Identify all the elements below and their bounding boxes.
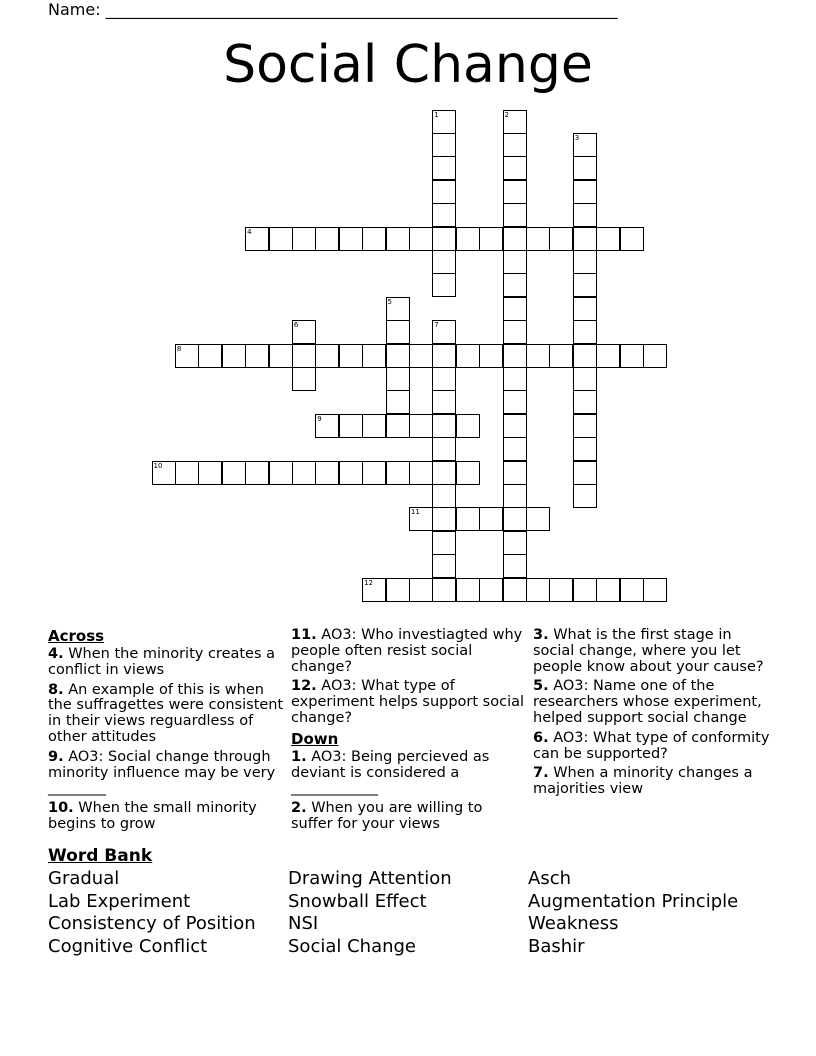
crossword-cell[interactable] bbox=[549, 344, 573, 368]
crossword-cell[interactable] bbox=[245, 227, 269, 251]
page-title: Social Change bbox=[223, 35, 593, 95]
crossword-cell[interactable] bbox=[386, 227, 410, 251]
word-bank-item: Snowball Effect bbox=[288, 890, 427, 912]
crossword-cell[interactable] bbox=[315, 227, 339, 251]
clue-number-label: 5. bbox=[533, 678, 549, 695]
word-bank-item: Gradual bbox=[48, 868, 120, 889]
crossword-cell[interactable] bbox=[503, 273, 527, 297]
crossword-cell[interactable] bbox=[432, 507, 456, 531]
crossword-cell[interactable] bbox=[573, 180, 597, 204]
crossword-cell[interactable] bbox=[503, 578, 527, 602]
clue-text: AO3: What type of experiment helps support social change? bbox=[291, 678, 525, 726]
clue-item bbox=[533, 766, 773, 798]
crossword-cell[interactable] bbox=[503, 554, 527, 578]
clue-number-label: 1. bbox=[291, 748, 307, 765]
clue-number-label: 7. bbox=[533, 765, 549, 782]
crossword-cell[interactable] bbox=[432, 320, 456, 344]
clue-number-label: 12. bbox=[291, 678, 317, 695]
clue-number: 3 bbox=[574, 133, 580, 142]
crossword-cell[interactable] bbox=[503, 507, 527, 531]
crossword-cell[interactable] bbox=[573, 156, 597, 180]
clue-text: When the small minority begins to grow bbox=[48, 800, 257, 832]
crossword-cell[interactable] bbox=[573, 227, 597, 251]
crossword-cell[interactable] bbox=[432, 437, 456, 461]
word-bank-item: Bashir bbox=[528, 936, 585, 958]
crossword-cell[interactable] bbox=[245, 461, 269, 485]
crossword-cell[interactable] bbox=[573, 250, 597, 274]
crossword-cell[interactable] bbox=[362, 414, 386, 438]
crossword-cell[interactable] bbox=[362, 344, 386, 368]
crossword-cell[interactable] bbox=[479, 227, 503, 251]
clue-column-1 bbox=[48, 628, 284, 837]
clue-text: When the minority creates a conflict in views bbox=[48, 646, 276, 678]
crossword-cell[interactable] bbox=[432, 203, 456, 227]
crossword-cell[interactable] bbox=[152, 461, 176, 485]
crossword-cell[interactable] bbox=[386, 297, 410, 321]
crossword-cell[interactable] bbox=[432, 344, 456, 368]
crossword-cell[interactable] bbox=[503, 180, 527, 204]
crossword-cell[interactable] bbox=[432, 461, 456, 485]
clue-number-label: 6. bbox=[533, 729, 549, 746]
crossword-cell[interactable] bbox=[175, 344, 199, 368]
crossword-cell[interactable] bbox=[456, 227, 480, 251]
crossword-cell[interactable] bbox=[526, 344, 550, 368]
crossword-cell[interactable] bbox=[175, 461, 199, 485]
clue-item bbox=[48, 801, 284, 833]
crossword-cell[interactable] bbox=[573, 484, 597, 508]
crossword-cell[interactable] bbox=[432, 250, 456, 274]
crossword-cell[interactable] bbox=[573, 437, 597, 461]
crossword-cell[interactable] bbox=[503, 461, 527, 485]
name-field-label: Name: ________________________________________________________________ bbox=[48, 0, 618, 19]
clue-number: 5 bbox=[387, 297, 392, 306]
crossword-cell[interactable] bbox=[386, 390, 410, 414]
crossword-cell[interactable] bbox=[503, 156, 527, 180]
clue-item bbox=[533, 628, 773, 675]
crossword-cell[interactable] bbox=[315, 344, 339, 368]
clue-text: AO3: What type of conformity can be supported? bbox=[533, 729, 770, 762]
clue-number-label: 3. bbox=[533, 627, 549, 643]
crossword-cell[interactable] bbox=[198, 461, 222, 485]
crossword-cell[interactable] bbox=[386, 344, 410, 368]
crossword-cell[interactable] bbox=[573, 203, 597, 227]
crossword-cell[interactable] bbox=[339, 227, 363, 251]
crossword-cell[interactable] bbox=[456, 507, 480, 531]
crossword-cell[interactable] bbox=[573, 461, 597, 485]
crossword-cell[interactable] bbox=[432, 390, 456, 414]
crossword-cell[interactable] bbox=[643, 344, 667, 368]
word-bank-column-2 bbox=[288, 868, 452, 959]
word-bank-item: Weakness bbox=[528, 913, 619, 935]
crossword-cell[interactable] bbox=[432, 531, 456, 555]
crossword-cell[interactable] bbox=[479, 344, 503, 368]
crossword-cell[interactable] bbox=[456, 344, 480, 368]
crossword-cell[interactable] bbox=[479, 507, 503, 531]
clue-text: AO3: Name one of the researchers whose experiment, helped support social change bbox=[533, 678, 762, 726]
clue-number-label: 8. bbox=[48, 681, 64, 698]
clue-text: What is the first stage in social change, where you let people know about your cause? bbox=[533, 627, 764, 675]
crossword-cell[interactable] bbox=[409, 414, 433, 438]
clue-section-heading: Across bbox=[48, 627, 105, 645]
crossword-cell[interactable] bbox=[503, 390, 527, 414]
crossword-cell[interactable] bbox=[573, 273, 597, 297]
clue-number: 4 bbox=[247, 227, 252, 236]
crossword-cell[interactable] bbox=[503, 297, 527, 321]
crossword-cell[interactable] bbox=[573, 344, 597, 368]
crossword-cell[interactable] bbox=[596, 227, 620, 251]
crossword-cell[interactable] bbox=[432, 156, 456, 180]
crossword-cell[interactable] bbox=[503, 437, 527, 461]
clue-number: 8 bbox=[176, 344, 182, 353]
word-bank-item: Lab Experiment bbox=[48, 890, 191, 912]
crossword-cell[interactable] bbox=[362, 227, 386, 251]
crossword-cell[interactable] bbox=[526, 227, 550, 251]
crossword-cell[interactable] bbox=[503, 484, 527, 508]
crossword-cell[interactable] bbox=[503, 203, 527, 227]
crossword-cell[interactable] bbox=[386, 578, 410, 602]
crossword-cell[interactable] bbox=[386, 414, 410, 438]
crossword-cell[interactable] bbox=[456, 578, 480, 602]
crossword-cell[interactable] bbox=[409, 507, 433, 531]
word-bank-item: NSI bbox=[288, 913, 319, 935]
clue-item bbox=[48, 683, 284, 746]
crossword-cell[interactable] bbox=[432, 414, 456, 438]
crossword-cell[interactable] bbox=[503, 110, 527, 134]
crossword-cell[interactable] bbox=[620, 578, 644, 602]
clue-number: 11 bbox=[410, 508, 420, 517]
crossword-cell[interactable] bbox=[503, 227, 527, 251]
crossword-cell[interactable] bbox=[386, 367, 410, 391]
crossword-cell[interactable] bbox=[456, 461, 480, 485]
clue-text: When you are willing to suffer for your views bbox=[291, 800, 483, 832]
crossword-cell[interactable] bbox=[432, 578, 456, 602]
crossword-cell[interactable] bbox=[386, 461, 410, 485]
crossword-cell[interactable] bbox=[596, 344, 620, 368]
crossword-cell[interactable] bbox=[549, 227, 573, 251]
clue-item bbox=[48, 750, 284, 797]
crossword-cell[interactable] bbox=[620, 344, 644, 368]
crossword-cell[interactable] bbox=[315, 414, 339, 438]
clue-number-label: 9. bbox=[48, 748, 64, 765]
crossword-cell[interactable] bbox=[526, 507, 550, 531]
crossword-cell[interactable] bbox=[339, 461, 363, 485]
clue-number: 6 bbox=[293, 321, 299, 330]
crossword-cell[interactable] bbox=[339, 414, 363, 438]
crossword-cell[interactable] bbox=[573, 297, 597, 321]
crossword-cell[interactable] bbox=[269, 344, 293, 368]
crossword-cell[interactable] bbox=[573, 320, 597, 344]
clue-number-label: 4. bbox=[48, 646, 64, 662]
clue-item bbox=[291, 750, 525, 797]
crossword-cell[interactable] bbox=[432, 367, 456, 391]
clue-item bbox=[48, 647, 284, 679]
word-bank-item: Consistency of Position bbox=[48, 913, 256, 935]
clue-number-label: 2. bbox=[291, 800, 307, 817]
crossword-cell[interactable] bbox=[432, 133, 456, 157]
clue-item bbox=[291, 801, 525, 833]
crossword-cell[interactable] bbox=[503, 344, 527, 368]
crossword-cell[interactable] bbox=[409, 461, 433, 485]
crossword-cell[interactable] bbox=[573, 414, 597, 438]
clue-text: AO3: Being percieved as deviant is considered a ____________ bbox=[291, 748, 490, 797]
crossword-cell[interactable] bbox=[503, 250, 527, 274]
word-bank-item: Drawing Attention bbox=[288, 868, 452, 889]
crossword-cell[interactable] bbox=[245, 344, 269, 368]
crossword-cell[interactable] bbox=[386, 320, 410, 344]
crossword-cell[interactable] bbox=[503, 133, 527, 157]
crossword-cell[interactable] bbox=[222, 461, 246, 485]
crossword-cell[interactable] bbox=[456, 414, 480, 438]
crossword-cell[interactable] bbox=[573, 133, 597, 157]
crossword-cell[interactable] bbox=[573, 390, 597, 414]
crossword-cell[interactable] bbox=[409, 344, 433, 368]
crossword-cell[interactable] bbox=[292, 367, 316, 391]
clue-number-label: 10. bbox=[48, 800, 74, 817]
crossword-cell[interactable] bbox=[432, 484, 456, 508]
word-bank-item: Social Change bbox=[288, 936, 417, 958]
clue-item bbox=[291, 628, 525, 675]
crossword-cell[interactable] bbox=[432, 180, 456, 204]
clue-column-3 bbox=[533, 628, 773, 802]
clue-text: AO3: Social change through minority influence may be very ________ bbox=[48, 748, 276, 797]
clue-number-label: 11. bbox=[291, 627, 317, 643]
clue-number: 7 bbox=[434, 321, 439, 330]
clue-number: 2 bbox=[504, 110, 509, 119]
clue-text: AO3: Who investiagted why people often resist social change? bbox=[291, 627, 523, 675]
crossword-cell[interactable] bbox=[292, 227, 316, 251]
crossword-cell[interactable] bbox=[362, 578, 386, 602]
crossword-cell[interactable] bbox=[292, 320, 316, 344]
clue-number: 1 bbox=[434, 110, 439, 119]
crossword-cell[interactable] bbox=[409, 578, 433, 602]
crossword-cell[interactable] bbox=[409, 227, 433, 251]
crossword-cell[interactable] bbox=[573, 578, 597, 602]
word-bank-item: Asch bbox=[528, 868, 571, 889]
crossword-cell[interactable] bbox=[503, 414, 527, 438]
crossword-cell[interactable] bbox=[362, 461, 386, 485]
crossword-cell[interactable] bbox=[526, 578, 550, 602]
crossword-cell[interactable] bbox=[339, 344, 363, 368]
crossword-cell[interactable] bbox=[596, 578, 620, 602]
crossword-cell[interactable] bbox=[503, 367, 527, 391]
word-bank-column-3 bbox=[528, 868, 738, 959]
word-bank-item: Augmentation Principle bbox=[528, 890, 739, 912]
word-bank-item: Cognitive Conflict bbox=[48, 936, 208, 958]
clue-number: 12 bbox=[364, 578, 374, 587]
crossword-cell[interactable] bbox=[643, 578, 667, 602]
clue-item bbox=[533, 679, 773, 726]
clue-text: An example of this is when the suffragettes were consistent in their views reguardless of other attitudes bbox=[48, 681, 284, 745]
crossword-cell[interactable] bbox=[198, 344, 222, 368]
crossword-cell[interactable] bbox=[432, 554, 456, 578]
crossword-cell[interactable] bbox=[432, 227, 456, 251]
clue-item bbox=[291, 679, 525, 726]
crossword-cell[interactable] bbox=[432, 273, 456, 297]
clue-column-2 bbox=[291, 628, 525, 837]
crossword-cell[interactable] bbox=[432, 110, 456, 134]
clue-section-heading: Down bbox=[291, 729, 339, 748]
clue-item bbox=[533, 731, 773, 763]
crossword-cell[interactable] bbox=[269, 227, 293, 251]
word-bank-title: Word Bank bbox=[48, 846, 153, 866]
crossword-cell[interactable] bbox=[620, 227, 644, 251]
crossword-cell[interactable] bbox=[222, 344, 246, 368]
crossword-cell[interactable] bbox=[503, 531, 527, 555]
clue-text: When a minority changes a majorities view bbox=[533, 765, 753, 798]
crossword-cell[interactable] bbox=[573, 367, 597, 391]
crossword-cell[interactable] bbox=[292, 461, 316, 485]
crossword-cell[interactable] bbox=[479, 578, 503, 602]
crossword-cell[interactable] bbox=[315, 461, 339, 485]
clue-number: 10 bbox=[153, 461, 163, 470]
crossword-cell[interactable] bbox=[292, 344, 316, 368]
clue-number: 9 bbox=[317, 414, 322, 423]
crossword-cell[interactable] bbox=[503, 320, 527, 344]
word-bank-column-1 bbox=[48, 868, 256, 959]
crossword-cell[interactable] bbox=[269, 461, 293, 485]
crossword-cell[interactable] bbox=[549, 578, 573, 602]
